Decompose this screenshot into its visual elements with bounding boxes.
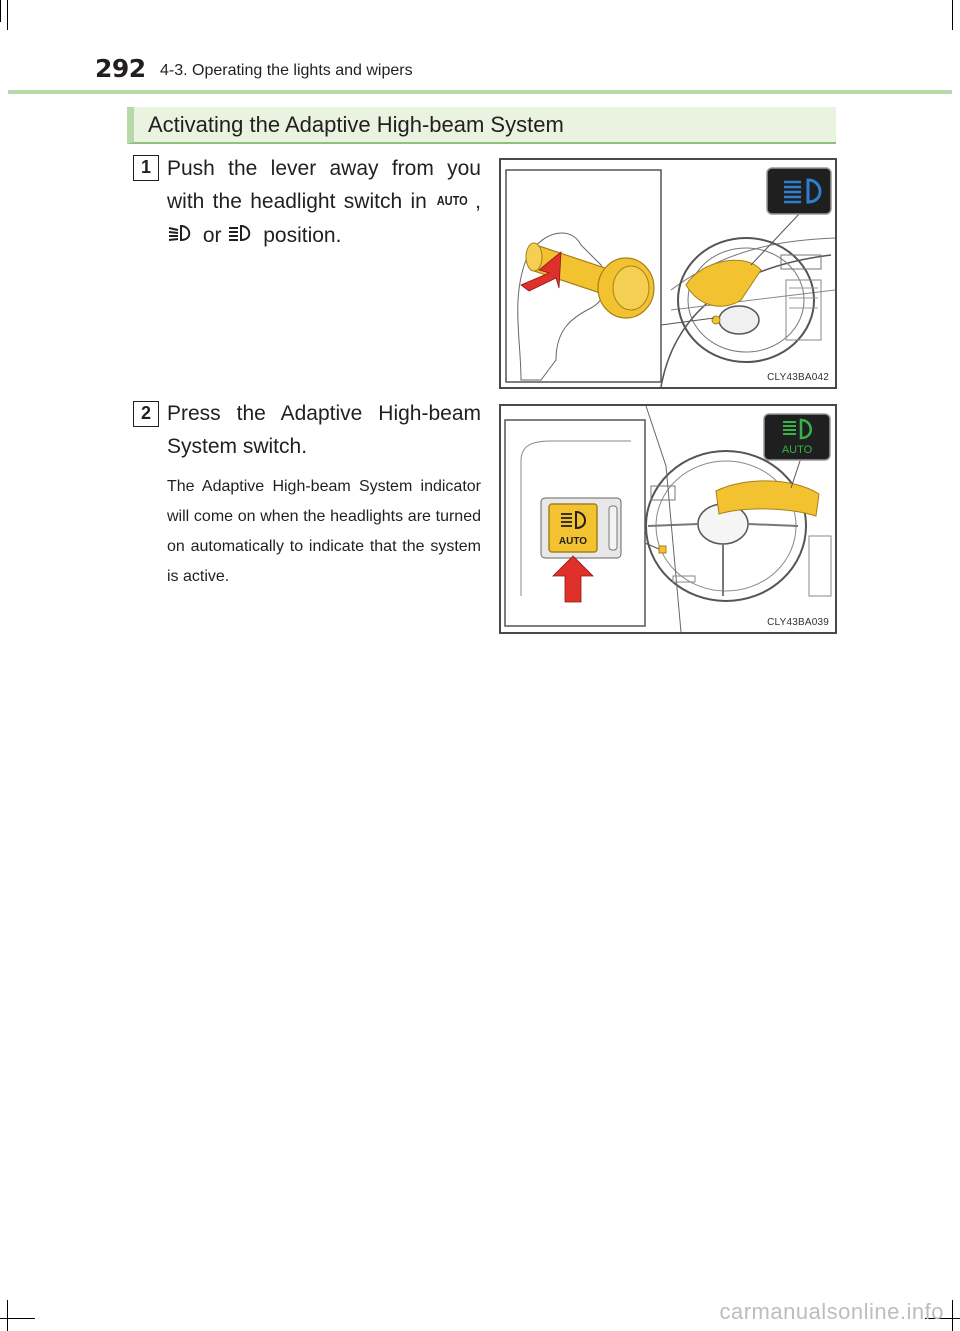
- running-head: 4-3. Operating the lights and wipers: [160, 62, 413, 79]
- crop-mark: [0, 1318, 35, 1319]
- step-2-note: The Adaptive High-beam System indicator will come on when the headlights are turned on automatically to indicate that the system is active.: [167, 478, 481, 585]
- crop-mark: [7, 1300, 8, 1331]
- crop-mark: [7, 0, 8, 30]
- page-number: 292: [95, 54, 146, 83]
- figure-switch: [499, 404, 837, 634]
- step-2-text: Press the Adaptive High-beam System switch.: [167, 402, 481, 458]
- figure-code: CLY43BA042: [767, 372, 829, 383]
- header-rule: [8, 90, 952, 94]
- watermark: carmanualsonline.info: [719, 1299, 944, 1324]
- lever-illustration: [501, 160, 835, 387]
- step-number: 1: [133, 155, 159, 181]
- step-1-text: Push the lever away from you with the headlight switch in AUTO , or position.: [167, 152, 481, 253]
- switch-illustration: [501, 406, 835, 632]
- figure-code: CLY43BA039: [767, 617, 829, 628]
- crop-mark: [0, 0, 1, 22]
- figure-lever: [499, 158, 837, 389]
- auto-switch-icon: [435, 186, 475, 219]
- crop-mark: [952, 0, 953, 30]
- switch-auto-label: AUTO: [558, 536, 588, 547]
- step-number: 2: [133, 401, 159, 427]
- indicator-auto-label: AUTO: [781, 444, 813, 456]
- svg-text:AUTO: AUTO: [436, 193, 468, 209]
- high-beam-icon: [227, 220, 257, 253]
- step-1-text-b: or: [202, 223, 222, 247]
- step-1-text-c: position.: [263, 223, 342, 247]
- low-beam-icon: [167, 220, 197, 253]
- step-1-text-a: Push the lever away from you with the headlight switch in: [167, 157, 481, 213]
- section-heading-bar: [127, 107, 836, 144]
- section-title: Activating the Adaptive High-beam System: [148, 112, 564, 137]
- crop-mark: [952, 1300, 953, 1331]
